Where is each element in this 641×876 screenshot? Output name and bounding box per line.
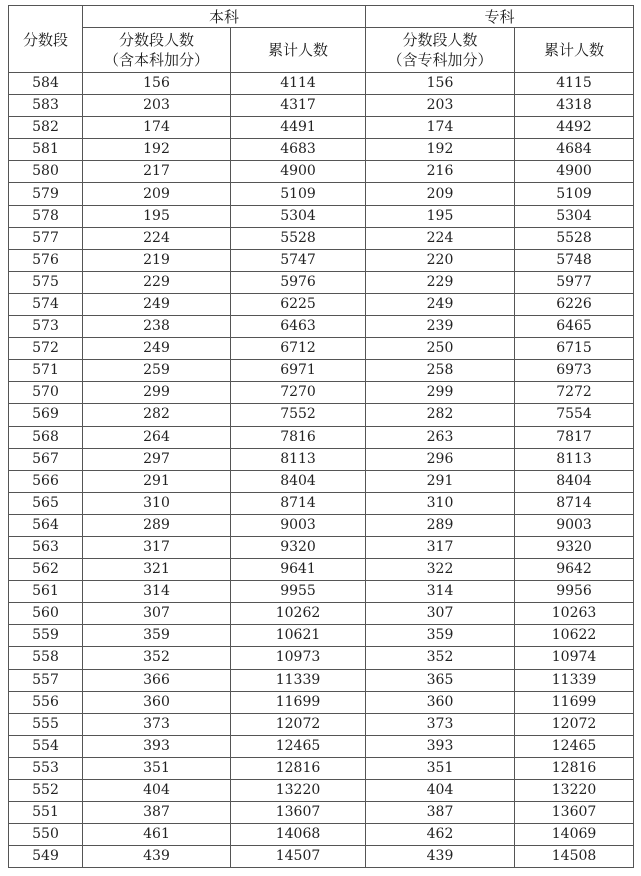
undergrad-cumulative-cell: 6971 [231,360,366,382]
junior-cumulative-cell: 5977 [515,271,634,293]
score-cell: 584 [9,73,83,95]
score-cell: 562 [9,559,83,581]
table-row [9,846,634,868]
undergrad-count-cell: 366 [83,669,231,691]
table-row [9,536,634,558]
undergrad-cumulative-header: 累计人数 [231,28,366,73]
undergrad-count-cell: 317 [83,536,231,558]
score-cell: 570 [9,382,83,404]
junior-cumulative-cell: 7554 [515,404,634,426]
undergrad-count-header-line1: 分数段人数 [118,31,194,49]
table-body [9,73,634,868]
undergrad-cumulative-cell: 9955 [231,581,366,603]
undergrad-cumulative-cell: 4683 [231,139,366,161]
junior-cumulative-cell: 14069 [515,824,634,846]
table-row [9,426,634,448]
table-row [9,780,634,802]
score-cell: 569 [9,404,83,426]
score-cell: 560 [9,603,83,625]
undergrad-cumulative-cell: 9003 [231,514,366,536]
undergrad-count-cell: 297 [83,448,231,470]
junior-count-cell: 289 [366,514,515,536]
undergrad-count-cell: 224 [83,227,231,249]
undergrad-cumulative-cell: 6463 [231,316,366,338]
undergrad-cumulative-cell: 5528 [231,227,366,249]
table-row [9,161,634,183]
undergrad-cumulative-cell: 11339 [231,669,366,691]
table-row [9,227,634,249]
junior-cumulative-cell: 13607 [515,802,634,824]
score-cell: 555 [9,713,83,735]
score-cell: 568 [9,426,83,448]
table-row [9,735,634,757]
score-column-header: 分数段 [9,6,83,73]
junior-count-cell: 239 [366,316,515,338]
junior-count-cell: 156 [366,73,515,95]
junior-cumulative-cell: 5748 [515,249,634,271]
score-cell: 575 [9,271,83,293]
undergrad-cumulative-cell: 4317 [231,95,366,117]
undergrad-cumulative-cell: 5747 [231,249,366,271]
table-row [9,757,634,779]
junior-cumulative-cell: 6715 [515,338,634,360]
junior-cumulative-cell: 5528 [515,227,634,249]
table-row [9,293,634,315]
score-cell: 550 [9,824,83,846]
undergrad-count-cell: 314 [83,581,231,603]
junior-count-cell: 229 [366,271,515,293]
junior-cumulative-cell: 9642 [515,559,634,581]
junior-cumulative-header: 累计人数 [515,28,634,73]
table-row [9,824,634,846]
undergrad-count-cell: 217 [83,161,231,183]
junior-count-cell: 310 [366,492,515,514]
score-cell: 581 [9,139,83,161]
junior-count-cell: 314 [366,581,515,603]
junior-cumulative-cell: 11699 [515,691,634,713]
header-row-top [9,6,634,28]
junior-cumulative-cell: 12072 [515,713,634,735]
score-cell: 554 [9,735,83,757]
score-cell: 558 [9,647,83,669]
table-row [9,117,634,139]
junior-cumulative-cell: 10622 [515,625,634,647]
undergrad-count-cell: 359 [83,625,231,647]
junior-count-cell: 365 [366,669,515,691]
junior-cumulative-cell: 11339 [515,669,634,691]
undergrad-cumulative-cell: 14507 [231,846,366,868]
junior-count-header-line2: （含专科加分） [387,51,493,69]
table-row [9,581,634,603]
header-row-sub [9,28,634,73]
undergrad-count-cell: 307 [83,603,231,625]
junior-cumulative-cell: 4115 [515,73,634,95]
table-row [9,691,634,713]
junior-cumulative-cell: 4318 [515,95,634,117]
junior-count-cell: 352 [366,647,515,669]
junior-count-cell: 192 [366,139,515,161]
junior-count-cell: 195 [366,205,515,227]
table-row [9,382,634,404]
table-row [9,183,634,205]
score-cell: 576 [9,249,83,271]
junior-count-cell: 216 [366,161,515,183]
table-row [9,360,634,382]
undergrad-cumulative-cell: 13220 [231,780,366,802]
junior-cumulative-cell: 6973 [515,360,634,382]
undergrad-count-cell: 351 [83,757,231,779]
undergrad-count-header-line2: （含本科加分） [103,51,209,69]
table-row [9,338,634,360]
undergrad-count-cell: 393 [83,735,231,757]
undergrad-cumulative-cell: 10621 [231,625,366,647]
table-row [9,713,634,735]
junior-count-cell: 351 [366,757,515,779]
junior-cumulative-cell: 5109 [515,183,634,205]
score-cell: 578 [9,205,83,227]
score-cell: 563 [9,536,83,558]
score-cell: 551 [9,802,83,824]
undergrad-count-cell: 259 [83,360,231,382]
junior-count-cell: 317 [366,536,515,558]
undergrad-count-cell: 360 [83,691,231,713]
junior-cumulative-cell: 7272 [515,382,634,404]
junior-count-cell: 263 [366,426,515,448]
score-cell: 574 [9,293,83,315]
score-cell: 565 [9,492,83,514]
score-cell: 579 [9,183,83,205]
undergrad-count-cell: 289 [83,514,231,536]
score-cell: 557 [9,669,83,691]
undergrad-cumulative-cell: 12465 [231,735,366,757]
score-distribution-table [8,5,634,868]
table-row [9,448,634,470]
score-cell: 572 [9,338,83,360]
table-row [9,73,634,95]
undergrad-cumulative-cell: 4900 [231,161,366,183]
junior-count-cell: 209 [366,183,515,205]
table-header [9,6,634,73]
junior-cumulative-cell: 10263 [515,603,634,625]
undergrad-cumulative-cell: 10262 [231,603,366,625]
score-cell: 561 [9,581,83,603]
junior-cumulative-cell: 8404 [515,470,634,492]
undergrad-count-cell: 439 [83,846,231,868]
undergrad-cumulative-cell: 6225 [231,293,366,315]
junior-count-cell: 299 [366,382,515,404]
score-cell: 564 [9,514,83,536]
undergrad-cumulative-cell: 14068 [231,824,366,846]
junior-count-cell: 250 [366,338,515,360]
junior-cumulative-cell: 8113 [515,448,634,470]
score-cell: 582 [9,117,83,139]
junior-cumulative-cell: 5304 [515,205,634,227]
undergrad-cumulative-cell: 13607 [231,802,366,824]
junior-cumulative-cell: 14508 [515,846,634,868]
junior-cumulative-cell: 4492 [515,117,634,139]
undergrad-count-cell: 321 [83,559,231,581]
undergrad-cumulative-cell: 9320 [231,536,366,558]
junior-count-cell: 291 [366,470,515,492]
undergrad-count-cell: 219 [83,249,231,271]
undergrad-cumulative-cell: 7270 [231,382,366,404]
undergrad-count-cell: 387 [83,802,231,824]
junior-cumulative-cell: 6465 [515,316,634,338]
undergrad-count-cell: 404 [83,780,231,802]
undergrad-count-cell: 461 [83,824,231,846]
table-row [9,603,634,625]
undergrad-count-cell: 299 [83,382,231,404]
undergrad-cumulative-cell: 12816 [231,757,366,779]
undergrad-cumulative-cell: 8113 [231,448,366,470]
undergrad-count-cell: 264 [83,426,231,448]
junior-cumulative-cell: 9956 [515,581,634,603]
table-row [9,669,634,691]
table-row [9,205,634,227]
undergrad-cumulative-cell: 4114 [231,73,366,95]
undergrad-count-cell: 352 [83,647,231,669]
junior-count-cell: 404 [366,780,515,802]
undergrad-count-cell: 203 [83,95,231,117]
table-row [9,404,634,426]
score-cell: 571 [9,360,83,382]
junior-cumulative-cell: 12465 [515,735,634,757]
junior-group-header: 专科 [366,6,634,28]
undergrad-count-cell: 238 [83,316,231,338]
junior-count-cell: 359 [366,625,515,647]
undergrad-cumulative-cell: 5976 [231,271,366,293]
junior-count-cell: 393 [366,735,515,757]
score-cell: 553 [9,757,83,779]
junior-count-cell: 373 [366,713,515,735]
score-cell: 577 [9,227,83,249]
score-cell: 583 [9,95,83,117]
junior-cumulative-cell: 4684 [515,139,634,161]
undergrad-group-header: 本科 [83,6,366,28]
undergrad-cumulative-cell: 9641 [231,559,366,581]
undergrad-count-cell: 249 [83,293,231,315]
undergrad-count-cell: 310 [83,492,231,514]
score-cell: 556 [9,691,83,713]
junior-cumulative-cell: 12816 [515,757,634,779]
undergrad-cumulative-cell: 7816 [231,426,366,448]
undergrad-count-cell: 174 [83,117,231,139]
undergrad-count-cell: 192 [83,139,231,161]
undergrad-count-cell: 373 [83,713,231,735]
undergrad-count-cell: 229 [83,271,231,293]
undergrad-cumulative-cell: 10973 [231,647,366,669]
junior-cumulative-cell: 9320 [515,536,634,558]
junior-count-cell: 258 [366,360,515,382]
junior-count-header-line1: 分数段人数 [402,31,478,49]
junior-cumulative-cell: 8714 [515,492,634,514]
undergrad-count-cell: 282 [83,404,231,426]
junior-cumulative-cell: 4900 [515,161,634,183]
junior-count-header [366,28,515,73]
junior-count-cell: 296 [366,448,515,470]
undergrad-cumulative-cell: 5109 [231,183,366,205]
junior-cumulative-cell: 10974 [515,647,634,669]
undergrad-count-cell: 249 [83,338,231,360]
score-cell: 552 [9,780,83,802]
undergrad-cumulative-cell: 7552 [231,404,366,426]
undergrad-cumulative-cell: 8714 [231,492,366,514]
table-row [9,95,634,117]
junior-count-cell: 387 [366,802,515,824]
junior-count-cell: 249 [366,293,515,315]
junior-count-cell: 282 [366,404,515,426]
undergrad-count-cell: 156 [83,73,231,95]
junior-count-cell: 220 [366,249,515,271]
table-row [9,647,634,669]
junior-cumulative-cell: 13220 [515,780,634,802]
junior-count-cell: 174 [366,117,515,139]
undergrad-cumulative-cell: 11699 [231,691,366,713]
table-row [9,802,634,824]
undergrad-count-header [83,28,231,73]
undergrad-count-cell: 195 [83,205,231,227]
table-row [9,271,634,293]
undergrad-count-cell: 291 [83,470,231,492]
junior-count-cell: 360 [366,691,515,713]
junior-count-cell: 307 [366,603,515,625]
score-cell: 566 [9,470,83,492]
junior-count-cell: 462 [366,824,515,846]
table-row [9,514,634,536]
undergrad-cumulative-cell: 4491 [231,117,366,139]
undergrad-cumulative-cell: 12072 [231,713,366,735]
table-row [9,559,634,581]
score-cell: 559 [9,625,83,647]
score-cell: 580 [9,161,83,183]
score-cell: 573 [9,316,83,338]
table-row [9,249,634,271]
table-row [9,470,634,492]
undergrad-cumulative-cell: 6712 [231,338,366,360]
table-row [9,492,634,514]
table-row [9,316,634,338]
score-cell: 567 [9,448,83,470]
table-row [9,139,634,161]
table-row [9,625,634,647]
junior-count-cell: 203 [366,95,515,117]
junior-count-cell: 322 [366,559,515,581]
undergrad-cumulative-cell: 5304 [231,205,366,227]
junior-cumulative-cell: 7817 [515,426,634,448]
junior-count-cell: 439 [366,846,515,868]
junior-count-cell: 224 [366,227,515,249]
junior-cumulative-cell: 9003 [515,514,634,536]
undergrad-cumulative-cell: 8404 [231,470,366,492]
undergrad-count-cell: 209 [83,183,231,205]
score-cell: 549 [9,846,83,868]
junior-cumulative-cell: 6226 [515,293,634,315]
